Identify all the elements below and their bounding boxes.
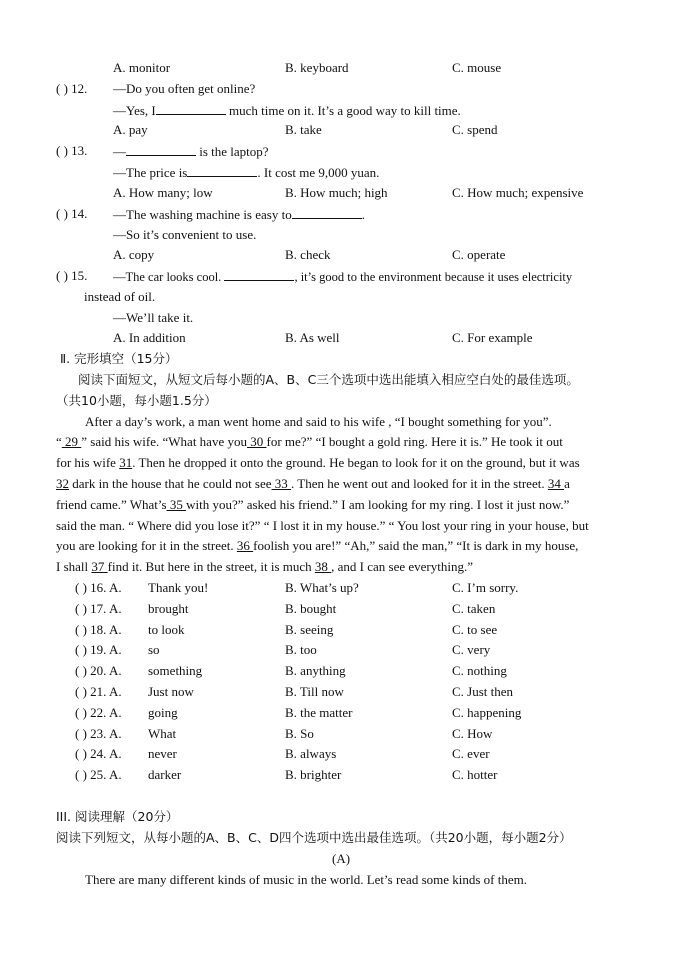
option-c: C. very: [452, 642, 491, 657]
passage-line: I shall 37 find it. But here in the street, it is much 38 , and I can see everything.”: [56, 559, 473, 574]
option-c: C. nothing: [452, 663, 507, 678]
q11-option-b: B. keyboard: [285, 60, 349, 75]
option-a: darker: [148, 767, 182, 782]
q13-answer-line: —The price is . It cost me 9,000 yuan.: [113, 165, 380, 180]
option-number: ( ) 16. A.: [75, 580, 122, 595]
option-number: ( ) 24. A.: [75, 746, 122, 761]
q13-number: ( ) 13.: [56, 143, 88, 158]
option-c: C. hotter: [452, 767, 498, 782]
q12-option-b: B. take: [285, 122, 322, 137]
q12-question: —Do you often get online?: [113, 81, 256, 96]
option-number: ( ) 18. A.: [75, 622, 122, 637]
q15-number: ( ) 15.: [56, 268, 88, 283]
answer-blank: [224, 268, 294, 281]
option-b: B. What’s up?: [285, 580, 359, 595]
option-a: What: [148, 726, 177, 741]
option-c: C. I’m sorry.: [452, 580, 519, 595]
q12-answer-line: —Yes, I much time on it. It’s a good way to kill time.: [113, 103, 461, 118]
option-b: B. bought: [285, 601, 337, 616]
option-c: C. taken: [452, 601, 496, 616]
q15-question-cont: instead of oil.: [84, 289, 156, 304]
q13-option-b: B. How much; high: [285, 185, 388, 200]
q15-answer-line: —We’ll take it.: [113, 310, 194, 325]
section-2-instruction-cont: （共10小题，每小题1.5分）: [56, 393, 217, 408]
passage-line: 32 dark in the house that he could not see 33 . Then he went out and looked for it in the street. 34 a: [56, 476, 570, 491]
q12-option-c: C. spend: [452, 122, 498, 137]
q12-number: ( ) 12.: [56, 81, 88, 96]
option-number: ( ) 22. A.: [75, 705, 122, 720]
q12-option-a: A. pay: [113, 122, 148, 137]
q14-option-a: A. copy: [113, 247, 155, 262]
blank-37: 37: [91, 559, 108, 574]
q15-question: —The car looks cool. , it’s good to the environment because it uses electricity: [113, 270, 573, 284]
passage-line: you are looking for it in the street. 36 foolish you are!” “Ah,” said the man,” “It is dark in my house,: [56, 538, 579, 553]
section-2-instruction: 阅读下面短文，从短文后每小题的A、B、C三个选项中选出能填入相应空白处的最佳选项。: [78, 372, 579, 387]
option-a: brought: [148, 601, 189, 616]
option-b: B. brighter: [285, 767, 342, 782]
option-b: B. So: [285, 726, 314, 741]
q14-question: —The washing machine is easy to .: [113, 207, 365, 222]
passage-line: After a day’s work, a man went home and said to his wife , “I bought something for you”.: [85, 414, 552, 429]
option-number: ( ) 23. A.: [75, 726, 122, 741]
q14-number: ( ) 14.: [56, 206, 88, 221]
option-c: C. ever: [452, 746, 490, 761]
option-number: ( ) 25. A.: [75, 767, 122, 782]
passage-line: said the man. “ Where did you lose it?” “ I lost it in my house.” “ You lost your ring in your house, but: [56, 518, 589, 533]
q13-question: — is the laptop?: [113, 144, 269, 159]
option-b: B. the matter: [285, 705, 353, 720]
blank-32: 32: [56, 476, 69, 491]
blank-29: 29: [61, 434, 82, 449]
option-a: Thank you!: [148, 580, 209, 595]
option-number: ( ) 19. A.: [75, 642, 122, 657]
option-b: B. seeing: [285, 622, 334, 637]
option-a: so: [148, 642, 160, 657]
option-a: never: [148, 746, 177, 761]
passage-a-intro: There are many different kinds of music in the world. Let’s read some kinds of them.: [85, 872, 527, 887]
q11-option-a: A. monitor: [113, 60, 171, 75]
passage-a-label: (A): [332, 851, 351, 866]
option-b: B. always: [285, 746, 337, 761]
answer-blank: [187, 164, 257, 177]
section-3-title: III. 阅读理解（20分）: [56, 809, 179, 824]
option-a: to look: [148, 622, 185, 637]
option-a: Just now: [148, 684, 194, 699]
section-2-title: Ⅱ. 完形填空（15分）: [60, 351, 178, 366]
section-3-instruction: 阅读下列短文，从每小题的A、B、C、D四个选项中选出最佳选项。（共20小题，每小题2分）: [56, 830, 572, 845]
option-number: ( ) 21. A.: [75, 684, 122, 699]
blank-34: 34: [547, 476, 565, 491]
blank-31: 31: [119, 455, 133, 470]
answer-blank: [156, 102, 226, 115]
option-c: C. Just then: [452, 684, 514, 699]
option-c: C. happening: [452, 705, 522, 720]
option-b: B. Till now: [285, 684, 344, 699]
q13-option-c: C. How much; expensive: [452, 185, 584, 200]
blank-36: 36: [236, 538, 254, 553]
blank-33: 33: [271, 476, 292, 491]
q13-option-a: A. How many; low: [113, 185, 213, 200]
option-b: B. anything: [285, 663, 346, 678]
option-b: B. too: [285, 642, 317, 657]
passage-line: “ 29 ” said his wife. “What have you 30 for me?” “I bought a gold ring. Here it is.” He took it out: [56, 434, 563, 449]
q14-answer-line: —So it’s convenient to use.: [113, 227, 257, 242]
option-c: C. to see: [452, 622, 498, 637]
answer-blank: [126, 143, 196, 156]
answer-blank: [292, 206, 362, 219]
passage-line: for his wife 31. Then he dropped it onto the ground. He began to look for it on the ground, but it was: [56, 455, 580, 470]
q14-option-b: B. check: [285, 247, 331, 262]
q15-option-c: C. For example: [452, 330, 533, 345]
q15-option-b: B. As well: [285, 330, 340, 345]
option-a: something: [148, 663, 203, 678]
blank-38: 38: [314, 559, 332, 574]
q15-option-a: A. In addition: [113, 330, 186, 345]
blank-35: 35: [166, 497, 187, 512]
blank-30: 30: [246, 434, 267, 449]
q11-option-c: C. mouse: [452, 60, 502, 75]
q14-option-c: C. operate: [452, 247, 506, 262]
option-a: going: [148, 705, 178, 720]
option-number: ( ) 20. A.: [75, 663, 122, 678]
passage-line: friend came.” What’s 35 with you?” asked his friend.” I am looking for my ring. I lost it just now.”: [56, 497, 570, 512]
option-number: ( ) 17. A.: [75, 601, 122, 616]
option-c: C. How: [452, 726, 493, 741]
